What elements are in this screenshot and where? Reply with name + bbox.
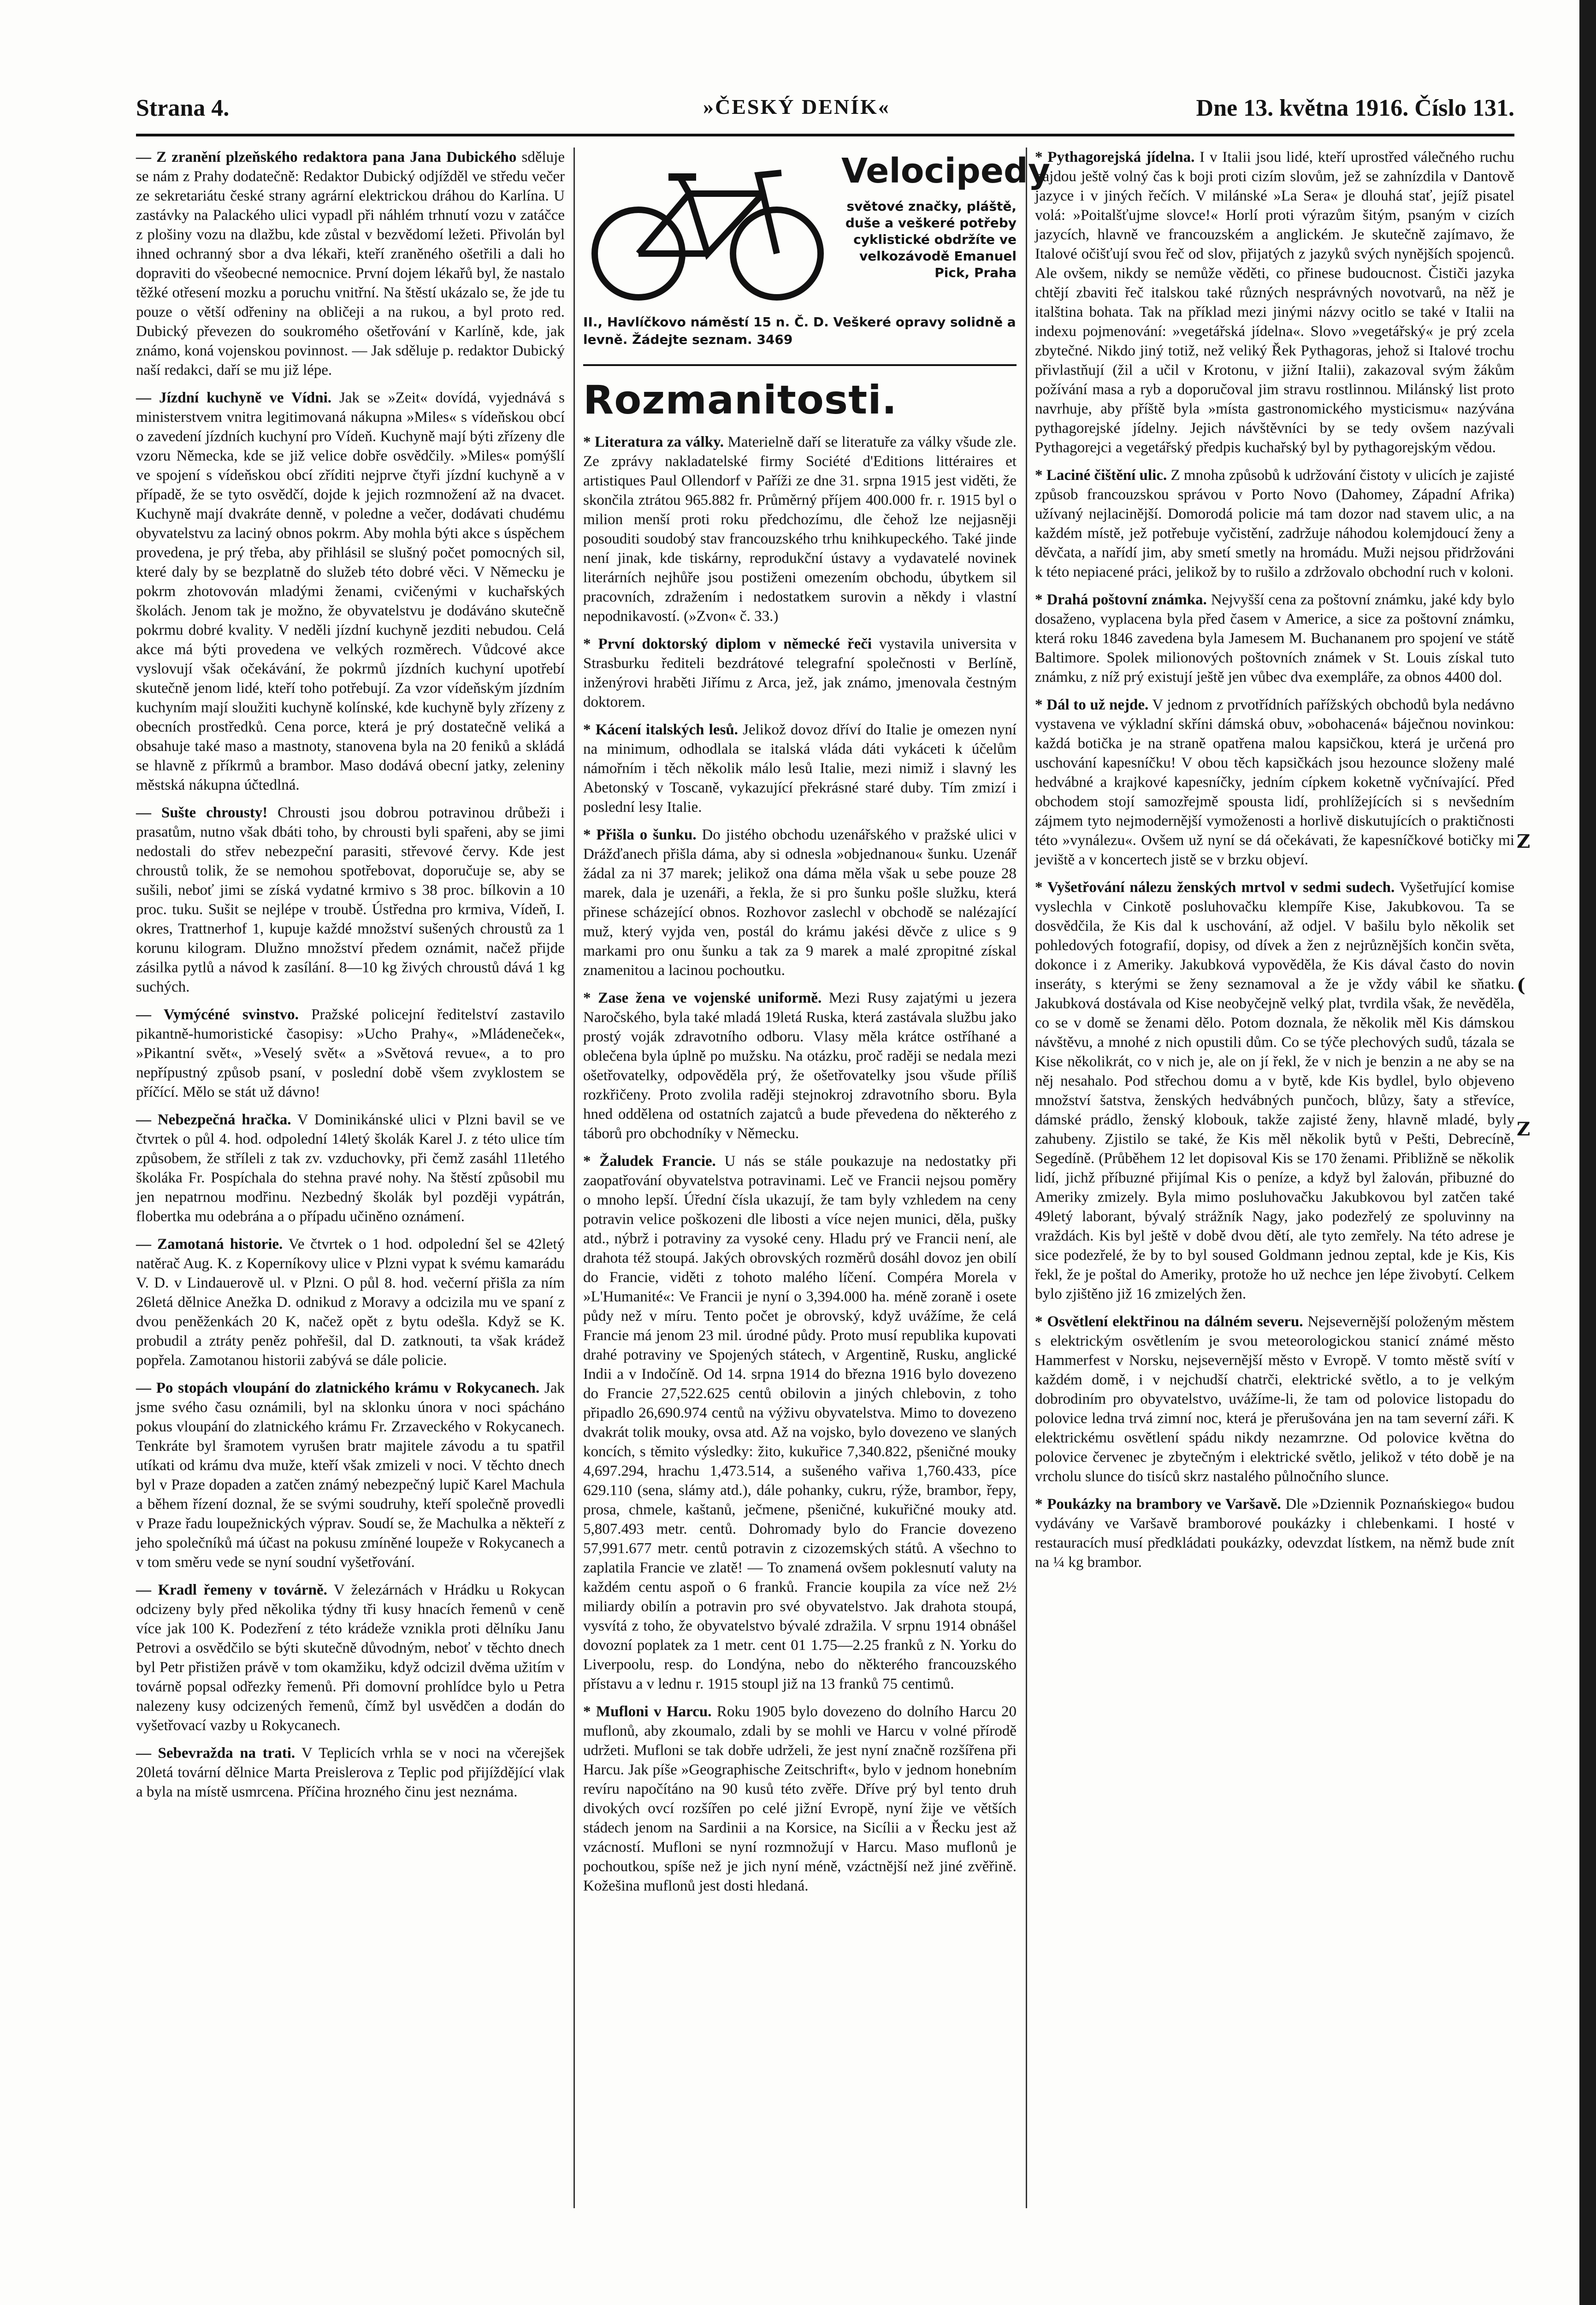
article-text: Nejsevernější položeným městem s elektrickým osvětlením je svou meteorologickou stanicí známé město Hammerfest v Norsku, nejsevernější město v Evropě. V tomto městě svítí v každém domě, i v nejchudší chatrči, elektrické světlo, a to je velkým dobrodiním pro obyvatelstvo, uvážíme-li, že tam od polovice listopadu do polovice ledna trvá zimní noc, která je přerušována jen na tam severní záři. K elektrickému osvětlení spádu nikdy nezamrzne. Od polovice května do polovice červenec je zbytečným i elektrické světlo, jelikož v této době je na vrcholu slunce do tisíců skrz nastalého půlnočního slunce. <box>1035 1313 1515 1485</box>
article <box>136 1110 565 1226</box>
article <box>1035 878 1514 1304</box>
article-text: sděluje se nám z Prahy dodatečně: Redaktor Dubický odjížděl ve středu večer ze sekretariátu české strany agrární elektrickou dráhou do Karlína. U zastávky na Palackého ulici vypadl při náhlém trhnutí vozu v zatáčce z plošiny vozu na dlažbu, kde zůstal v bezvědomí ležeti. Přivolán byl ihned ochranný sbor a dva lékaři, kteří zraněného ošetřili a dali ho dopraviti do všeobecné nemocnice. První dojem lékařů byl, že nastalo těžké otřesení mozku a poruchu vnitřní. Na štěstí ukázalo se, že jde tu pouze o větší odřeniny na obličeji a na rukou, a byl proto red. Dubický převezen do soukromého ošetřování v Karlíně, kde, jak známo, koná vojenskou povinnost. — Jak sděluje p. redaktor Dubický naší redakci, daří se mu již lépe. <box>136 149 565 378</box>
article-headline: * Žaludek Francie. <box>583 1153 716 1170</box>
article-headline: — Sušte chrousty! <box>136 804 268 821</box>
article-headline: — Sebevražda na trati. <box>136 1745 296 1761</box>
article-headline: — Po stopách vloupání do zlatnického krámu v Rokycanech. <box>136 1380 540 1396</box>
scan-border <box>1579 0 1596 2305</box>
article-headline: * Poukázky na brambory ve Varšavě. <box>1035 1496 1281 1513</box>
column-left <box>136 148 565 2220</box>
article-text: V jednom z prvotřídních pařížských obchodů byla nedávno vystavena ve výkladní skříni dámská obuv, »obohacená« báječnou novinkou: každá botička je na straně opatřena malou kapsičkou, která je určená pro uschování kapesníčku! V obou těch kapsičkách jsou hezounce složeny malé hedvábné a krajkové kapesníčky, jedním cípkem koketně vyčnívající. Před obchodem stojí samozřejmě spousta lidí, prohlížejících si s nevšedním zájmem tyto nejmodernější vymoženosti a horlivě diskutujících o praktičnosti této »vynálezu«. Ovšem už nyní se dá očekávati, že kapesníčkové botičky mi jeviště a v koncertech jistě se v brzku objeví. <box>1035 697 1514 868</box>
article <box>136 1235 565 1370</box>
article <box>583 1152 1017 1694</box>
article-text: Nejvyšší cena za poštovní známku, jaké kdy bylo dosaženo, vyplacena byla před časem v Americe, a sice za poštovní známku, která roku 1846 zavedena byla Jamesem M. Buchananem pro spojení ve státě Baltimore. Spolek milionových poštovních známek v St. Louis získal tuto známku, z níž prý existují ještě jen vůbec dva exempláře, za obnos 4400 dol. <box>1035 591 1514 686</box>
article <box>136 1580 565 1735</box>
article-text: Materielně daří se literatuře za války všude zle. Ze zprávy nakladatelské firmy Société d'Editions littéraires et artistiques Paul Ollendorf v Paříži ze dne 31. srpna 1915 jest viděti, že skončila ztrátou 965.882 fr. Průměrný příjem 400.000 fr. r. 1915 byl o milion menší proti roku předchozímu, dle čehož lze nejjasněji posouditi soudobý stav francouzského trhu knihkupeckého. Také jinde není jinak, kde tiskárny, reprodukční ústavy a vydavatelé novinek literárních nejhůře jsou postiženi omezením obchodu, úbytkem sil pracovních, zdražením i nedostatkem surovin a někdy i vlastní nepodnikavostí. (»Zvon« č. 33.) <box>583 434 1017 625</box>
article <box>136 1378 565 1572</box>
edge-fragment-text: ( <box>1517 975 1525 996</box>
article-headline: * První doktorský diplom v německé řeči <box>583 636 872 652</box>
article-headline: * Osvětlení elektřinou na dálném severu. <box>1035 1313 1303 1330</box>
article-headline: — Nebezpečná hračka. <box>136 1111 291 1128</box>
article-text: Do jistého obchodu uzenářského v pražské ulici v Drážďanech přišla dáma, aby si odnesla »objednanou« šunku. Uzenář žádal za ni 37 marek; jelikož ona dáma měla však u sebe pouze 28 marek, dala je uzenáři, a řekla, že si pro šunku pošle služku, která přinese scházející obnos. Rozhovor zaslechl v obchodě se nalézající muž, který vyjda ven, postál do krámu jakési děvče z ulice s 9 markami pro onu šunku a tak za 9 marek a malé zpropitné získal znamenitou a lacinou pochoutku. <box>583 827 1017 979</box>
article <box>136 1005 565 1102</box>
article-text: Vyšetřující komise vyslechla v Cinkotě posluhovačku klempíře Kise, Jakubkovou. Ta se dosvědčila, že Kis dal k uschování, až odjel. V bašilu bylo několik set pohledových fotografií, dopisy, od dívek a žen z nejrůznějších končin světa, dokonce i z Ameriky. Jakubková vypověděla, že Kis dával často do novin inseráty, s kterými se ženy seznamoval a že je vždy vábil ke sňatku. Jakubková dostávala od Kise neobyčejně velký plat, tvrdila však, že nevěděla, co se v domě se ženami dělo. Potom doznala, že několik měl Kis dámskou návštěvu, a mnohé z nich opustili dům. Co se týče plechových sudů, tázala se Kise několikrát, co v nich je, ale on jí řekl, že v nich je benzin a ne aby se na něj nesahalo. Pod střechou domu a v bytě, kde Kis bydlel, bylo objeveno množství šatstva, ženských hedvábných punčoch, blůzy, šaty a střevíce, dámské prádlo, ženský klobouk, takže zajisté ženy, hlavně mladé, byly zahubeny. Zjistilo se také, že Kis měl několik bytů v Pešti, Debrecíně, Segedíně. (Průběhem 12 let dopisoval Kis se 170 ženami. Přibližně se několik lidí, jichž příbuzné přijímal Kis o peníze, a když byl žalován, přibuzné do Ameriky zmizely. Byla mimo posluhovačku Jakubkovou byl zatčen také 49letý laborant, bývalý strážník Nagy, jako podezřelý ze spoluvinny na vraždách. Kis byl ještě v době dvou dětí, ale tyto zemřely. Na této adrese je sice podezřelé, že by to byl soused Goldmann jednou zeptal, kde je Kis, Kis řekl, že je poštal do Ameriky, protože ho už nechce jen lépe živobytí. Celkem bylo zjištěno již 16 zmizelých žen. <box>1035 879 1514 1302</box>
ad-body: světové značky, pláště, duše a veškeré potřeby cyklistické obdržíte ve velkozávodě Emanuel Pick, Praha <box>845 199 1017 280</box>
article-headline: * Přišla o šunku. <box>583 827 697 843</box>
article <box>1035 1495 1514 1572</box>
article-text: Roku 1905 bylo dovezeno do dolního Harcu 20 muflonů, aby zkoumalo, zdali by se mohli ve Harcu v volné přírodě udržeti. Mufloni se tak dobře udrželi, že jest nyní značně rozšířena při Harcu. Jak píše »Geographische Zeitschrift«, bylo v jednom honebním revíru napočítáno na 90 kusů této zvěře. Dříve prý byl tento druh divokých ovcí rozšířen po celé jižní Evropě, nyní žije ve větších stádech jenom na Sardinii a na Korsice, na Sicílii a v Řecku jest až vzácností. Mufloni se nyní rozmnožují v Harcu. Maso muflonů je pochoutkou, spíše než je jich nyní méně, vzáctnější než jiné zvěřině. Kožešina muflonů jest dosti hledaná. <box>583 1703 1017 1894</box>
column-middle <box>583 148 1051 2220</box>
article <box>583 988 1017 1143</box>
article-text: Dle »Dziennik Poznańskiego« budou vydávány ve Varšavě bramborové poukázky i chlebenkami. I hosté v restauracích musí předkládati poukázky, odevzdat lístkem, na němž bude znít na ¼ kg brambor. <box>1035 1496 1514 1571</box>
article-text: V železárnách v Hrádku u Rokycan odcizeny byly před několika týdny tři kusy hnacích řemenů v ceně více jak 100 K. Podezření z této krádeže vznikla proti dělníku Janu Petrovi a osvědčilo se býti skutečně důvodným, neboť v těchto dnech byl Petr přistižen právě v tom okamžiku, když odcizil dvěma užitím v továrně popsal odřezky řemenů. Při domovní prohlídce bylo u Petra nalezeny kusy odcizených řemenů, čímž byl usvědčen a dodán do vyšetřovací vazby u Rokycanech. <box>136 1582 565 1734</box>
article-headline: — Zamotaná historie. <box>136 1236 283 1253</box>
article-headline: * Literatura za války. <box>583 434 724 450</box>
article <box>1035 590 1514 687</box>
section-title: Rozmanitosti. <box>583 377 898 423</box>
issue-date: Dne 13. května 1916. Číslo 131. <box>1196 95 1514 121</box>
article-headline: — Vymýcéné svinstvo. <box>136 1006 299 1023</box>
ad-title: Velocipedy <box>841 151 1051 191</box>
article <box>583 720 1017 817</box>
article-headline: * Vyšetřování nálezu ženských mrtvol v sedmi sudech. <box>1035 879 1395 896</box>
article-headline: * Pythagorejská jídelna. <box>1035 149 1195 165</box>
column-middle-articles <box>583 432 1017 1896</box>
article-text: Jelikož dovoz dříví do Italie je omezen nyní na minimum, odhodlala se italská vláda dáti vykáceti k účelům námořním i těch několik málo lesů Italie, mezi nimiž i slavný les Abetonský v Toscaně, vykazující překrásné staré duby. Tím zmizí i poslední lesy Italie. <box>583 721 1017 816</box>
article-text: Jak jsme svého času oznámili, byl na sklonku února v noci spácháno pokus vloupání do zlatnického krámu Fr. Zrzaveckého v Rokycanech. Tenkráte byl šramotem vyrušen bratr majitele závodu a tu spatřil utíkati od krámu dva muže, kteří však zmizeli v noci. V těchto dnech byl v Praze dopaden a zatčen známý nebezpečný lupič Karel Machula a během řízení doznal, že se svými soudruhy, kteří společně provedli v Praze řadu loupežnických výprav. Soudí se, že Machulka a někteří z jeho společníků má účast na pokusu zmíněné loupeže v Rokycanech a v tom směru vede se nyní soudní vyšetřování. <box>136 1380 565 1571</box>
column-divider <box>1026 148 1027 2208</box>
masthead <box>136 95 1514 131</box>
article-headline: * Mufloni v Harcu. <box>583 1703 712 1720</box>
article <box>583 634 1017 712</box>
article-text: Chrousti jsou dobrou potravinou drůbeži i prasatům, nutno však dbáti toho, by chrousti byli spařeni, aby se jimi nedostali do střev nebezpeční parasiti, střevové červy. Kde jest chroustů tolik, že se nemohou spotřebovat, doporučuje se, aby se sušili, neboť jimi se získá vydatné krmivo s 38 proc. bílkovin a 10 proc. tuku. Sušit se nejlépe v troubě. Ústředna pro krmiva, Vídeň, I. okres, Trattnerhof 1, kupuje každé množství sušených chroustů za 1 korunu kilogram. Dlužno množství předem oznámit, načež přijde zásilka pytlů a návod k zasílání. 8—10 kg živých chroustů dává 1 kg suchých. <box>136 804 565 995</box>
article-text: Mezi Rusy zajatými u jezera Naročského, byla také mladá 19letá Ruska, která zastávala službu jako prostý voják zdravotního odboru. Vlasy měla krátce ostříhané a oblečena byla úplně po mužsku. Na otázku, proč raději se nedala mezi ošetřovatelky, odpověděla prý, že ošetřovatelky jsou všude příliš rozkřičeny. Proto zvolila raději stejnokroj zdravotního sboru. Byla hned oddělena od ostatních zajatců a bude převedena do některého z táborů pro obchodníky v Německu. <box>583 990 1017 1142</box>
column-right <box>1035 148 1514 2220</box>
ad-footer: II., Havlíčkovo náměstí 15 n. Č. D. Veškeré opravy solidně a levně. Žádejte seznam. 3469 <box>583 314 1016 347</box>
article-text: Ve čtvrtek o 1 hod. odpolední šel se 42letý natěrač Aug. K. z Koperníkovy ulice v Plzni vypat k svému kamarádu V. D. v Lindauerově ul. v Plzni. O půl 8. hod. večerní přišla za ním 26letá dělnice Anežka D. odnikud z Moravy a odcizila mu ve spaní z dvou peněženkách 20 K, načež opět z bytu odešla. Když se K. probudil a ztráty peněz pohřešil, dal D. zatknouti, ta však krádež popřela. Zamotanou historii zabývá se dále policie. <box>136 1236 565 1369</box>
article <box>583 432 1017 626</box>
article <box>583 1702 1017 1896</box>
edge-fragment-text: Z <box>1517 1118 1531 1140</box>
article-headline: * Zase žena ve vojenské uniformě. <box>583 990 822 1006</box>
article-text: vystavila universita v Strasburku řediteli bezdrátové telegrafní společnosti v Berlíně, inženýrovi hraběti Jiřímu z Arca, jež, jak známo, jmenovala čestným doktorem. <box>583 636 1017 710</box>
article-text: Pražské policejní ředitelství zastavilo pikantně-humoristické časopisy: »Ucho Prahy«, »Mládeneček«, »Pikantní svět«, »Veselý svět« a »Světová revue«, a to pro nepřípustný způsob psaní, v poslední době všem zvyklostem se příčící. Mělo se stát už dávno! <box>136 1006 565 1100</box>
article <box>1035 1312 1514 1486</box>
article <box>136 388 565 795</box>
adjacent-page-fragment <box>1517 830 1577 1261</box>
article <box>583 825 1017 980</box>
article <box>136 1744 565 1802</box>
bicycle-advertisement <box>583 148 1051 366</box>
article <box>136 148 565 380</box>
article <box>1035 466 1514 582</box>
article-headline: * Dál to už nejde. <box>1035 697 1149 713</box>
article-text: V Teplicích vrhla se v noci na včerejšek 20letá tovární dělnice Marta Preislerova z Teplic pod přijíždějící vlak a byla na místě usmrcena. Příčina hrozného činu jest neznáma. <box>136 1745 565 1800</box>
article-headline: * Kácení italských lesů. <box>583 721 738 738</box>
article-headline: * Laciné čištění ulic. <box>1035 467 1167 484</box>
bicycle-icon <box>583 157 832 304</box>
column-divider <box>573 148 575 2208</box>
article-headline: * Drahá poštovní známka. <box>1035 591 1207 608</box>
article-text: V Dominikánské ulici v Plzni bavil se ve čtvrtek o půl 4. hod. odpolední 14letý školák Karel J. z této ulice tím způsobem, že stříleli z tak zv. vzduchovky, při čemž zasáhl 11letého školáka Fr. Pospíchala do stehna pravé nohy. Na štěstí způsobil mu jen nepatrnou modřinu. Nezbedný školák byl později vypátrán, flobertka mu odebrána a o případu učiněno oznámení. <box>136 1111 565 1225</box>
article-text: Jak se »Zeit« dovídá, vyjednává s ministerstvem vnitra legitimovaná nákupna »Miles« s vídeňskou obcí o zavedení jízdních kuchyní pro Vídeň. Kuchyně mají býti zřízeny dle vzoru Německa, kde se již velice dobře osvědčily. »Miles« pomýšlí ve spojení s vídeňskou obcí zříditi nejprve čtyři jízdní kuchyně a v případě, že se tyto osvědčí, dojde k jejich rozmnožení až na dvacet. Kuchyně mají dvakráte denně, v poledne a večer, dodávati chudému obyvatelstvu za laciný obnos pokrm. Aby mohla býti akce s úspěchem provedena, je prý třeba, aby přihlásil se slušný počet pomocných sil, které daly by se bezplatně do služeb této dobré věci. V Německu je pokrm zhotovován mladými ženami, cvičenými v kuchařských školách. Jenom tak je možno, že obyvatelstvu je dodáváno skutečně pokrmu dobré kvality. V neděli jízdní kuchyně jezditi nebudou. Celá akce má býti provedena ve velkých rozměrech. Vůdcové akce vyslovují však očekávání, že pokrmů jízdních kuchyní upotřebí skutečně jenom lidé, kteří toho potřebují. Za vzor vídeňským jízdním kuchyním mají sloužiti kuchyně kolínské, kde kuchyně byly zřízeny z obecních prostředků. Cena porce, která je prý dostatečně veliká a obsahuje také maso a mastnoty, stanovena byla na 20 feniků a skládá se hlavně z příkrmů a brambor. Maso dodává obecní jatky, zeleniny městská nákupna účtedlná. <box>136 390 565 793</box>
article <box>136 803 565 997</box>
header-rule <box>136 134 1514 136</box>
article-headline: — Kradl řemeny v továrně. <box>136 1582 327 1598</box>
page-number: Strana 4. <box>136 95 230 121</box>
article-headline: — Z zranění plzeňského redaktora pana Jana Dubického <box>136 149 517 165</box>
article <box>1035 695 1514 869</box>
article-text: Z mnoha způsobů k udržování čistoty v ulicích je zajisté způsob francouzskou správou v Porto Novo (Dahomey, Západní Afrika) užívaný nejlacinější. Domorodá policie má tam dozor nad stavem ulic, a na každém místě, jež potřebuje vyčistění, zadržuje náhodou kolemjdoucí ženy a děvčata, a nařídí jim, aby smetí smetly na hromádu. Muži nejsou přidržováni k této nepiacené práci, jelikož by to rušilo a zdržovalo obchodní ruch v koloni. <box>1035 467 1515 580</box>
article-text: U nás se stále poukazuje na nedostatky při zaopatřování obyvatelstva potravinami. Leč ve Francii nejsou poměry o mnoho lepší. Úřední čísla ukazují, že tam byly vzhledem na ceny potravin velice poškozeni dle libosti a více nejen munici, děla, pušky atd., nýbrž i potraviny za vysoké ceny. Hladu prý ve Francii není, ale drahota též stoupá. Jakých obrovských rozměrů dosáhl dovoz jen obilí do Francie, viděti z tohoto malého líčení. Compéra Morela v »L'Humanité«: Ve Francii je nyní o 3,394.000 ha. méně zoraně i osete půdy než v míru. Tento počet je obrovský, když uvážíme, že celá Francie má jenom 23 mil. úrodné půdy. Proto musí republika kupovati drahé potraviny ve Spojených státech, v Argentině, Rusku, anglické Indii a v Indočíně. Od 14. srpna 1914 do března 1916 bylo dovezeno do Francie 27,522.625 centů obilovin a jiných chlebovin, z toho připadlo 26,690.974 centů na výživu obyvatelstva. Mimo to dovezeno dvakrát tolik mouky, ovsa atd. Až na vojsko, bylo dovezeno ve slaných koncích, s těmito výsledky: žito, kukuřice 7,340.822, pšeničné mouky 4,697.294, hrachu 1,473.514, a sušeného vařiva 1,760.433, píce 629.110 (sena, slámy atd.), dále pohanky, cukru, rýže, brambor, řepy, prosa, chmele, kaštanů, ječmene, pšeničné, kukuřičné mouky atd. 5,807.493 metr. centů. Dohromady bylo do Francie dovezeno 57,991.677 metr. centů potravin z cizozemských států. A všechno to zaplatila Francie ve zlatě! — To znamená ovšem poklesnutí valuty na každém centu aspoň o 6 franků. Francie koupila za více než 2½ miliardy obilín a potravin pro své obyvatelstvo. Jak drahota stoupá, vysvítá z toho, že obyvatelstvo bývalé zdražila. V srpnu 1914 obnášel dovozní poplatek za 1 metr. cent 01 1.75—2.25 franků z N. Yorku do Liverpoolu, resp. do Londýna, nebo do některého francouzského přístavu a v lednu r. 1915 stoupl již na 13 franků 75 centimů. <box>583 1153 1017 1692</box>
edge-fragment-text: Z <box>1517 831 1531 852</box>
newspaper-title: »ČESKÝ DENÍK« <box>703 95 890 118</box>
article-text: I v Italii jsou lidé, kteří uprostřed válečného ruchu najdou ještě volný čas k boji proti cizím slovům, jež se zahnízdila v Dantově jazyce i v jiných řečích. V milánské »La Sera« je dlouhá stať, jejíž pisatel volá: »Poitalšťujme slovce!« Horlí proti výrazům šitým, psaným v cizích jazycích, hlavně ve francouzském a anglickém. Je skutečně zajímavo, že Italové očišťují svou řeč od slov, přijatých z jazyků svých nynějších spojenců. Ale ovšem, nikdy se nemůže věděti, co přinese budoucnost. Čističi jazyka chtějí zbaviti řeč italskou také různých nesprávných novotvarů, na něž je italština bohata. Tak na příklad mezi jinými názvy ocitlo se také v Italii na indexu pojmenování: »vegetářská jídelna«. Slovo »vegetářský« je prý zcela zbytečné. Nikdo jiný totiž, než veliký Řek Pythagoras, jehož si Italové trochu přivlastňují (žil a učil v Krotonu, v jižní Italii), zakazoval svým žákům požívání masa a ryb a doporučoval jim stravu rostlinnou. Milánský list proto navrhuje, aby příště byla »místa gastronomického mysticismu« nazývána pythagorejské jídelny. Jejich návštěvníci by se tedy ovšem nazývali Pythagorejci a vegetářský předpis kuchařský byl by pythagorejským vědou. <box>1035 149 1515 456</box>
article-headline: — Jízdní kuchyně ve Vídni. <box>136 390 331 406</box>
article <box>1035 148 1514 457</box>
